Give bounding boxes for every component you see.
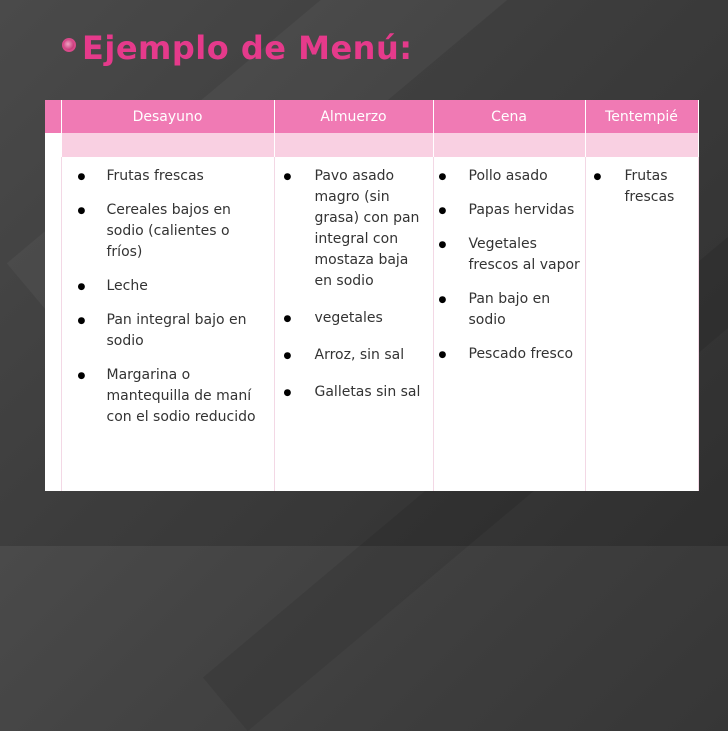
subheader-cell bbox=[585, 133, 698, 157]
list-item: ● Pollo asado bbox=[434, 166, 585, 187]
list-item: ● Pan bajo en sodio bbox=[434, 289, 585, 331]
header-tentempie: Tentempié bbox=[585, 100, 698, 133]
cell-cena bbox=[433, 157, 585, 491]
almuerzo-list bbox=[275, 166, 433, 403]
slide-title: Ejemplo de Menú: bbox=[82, 29, 413, 67]
header-almuerzo: Almuerzo bbox=[274, 100, 433, 133]
list-item: ● Margarina o mantequilla de maní con el sodio reducido bbox=[62, 365, 274, 428]
list-item: ● Frutas frescas bbox=[586, 166, 698, 208]
list-item: ● Cereales bajos en sodio (calientes o fríos) bbox=[62, 200, 274, 263]
row-marker-cell bbox=[45, 133, 61, 157]
tentempie-list bbox=[586, 166, 698, 208]
row-marker-cell bbox=[45, 157, 61, 491]
list-item: ● Pescado fresco bbox=[434, 344, 585, 365]
table-body-row bbox=[45, 157, 698, 491]
table-subheader-row bbox=[45, 133, 698, 157]
list-item: ● Arroz, sin sal bbox=[275, 345, 433, 366]
title-bullet-icon bbox=[62, 38, 76, 52]
subheader-cell bbox=[61, 133, 274, 157]
list-item: ● Frutas frescas bbox=[62, 166, 274, 187]
list-item: ● Pavo asado magro (sin grasa) con pan integral con mostaza baja en sodio bbox=[275, 166, 433, 292]
list-item: ● Galletas sin sal bbox=[275, 382, 433, 403]
list-item: ● Leche bbox=[62, 276, 274, 297]
cena-list bbox=[434, 166, 585, 365]
desayuno-list bbox=[62, 166, 274, 428]
subheader-cell bbox=[433, 133, 585, 157]
list-item: ● vegetales bbox=[275, 308, 433, 329]
list-item: ● Vegetales frescos al vapor bbox=[434, 234, 585, 276]
header-cena: Cena bbox=[433, 100, 585, 133]
header-desayuno: Desayuno bbox=[61, 100, 274, 133]
table-header-row bbox=[45, 100, 698, 133]
list-item: ● Pan integral bajo en sodio bbox=[62, 310, 274, 352]
cell-almuerzo bbox=[274, 157, 433, 491]
subheader-cell bbox=[274, 133, 433, 157]
list-item: ● Papas hervidas bbox=[434, 200, 585, 221]
cell-desayuno bbox=[61, 157, 274, 491]
cell-tentempie bbox=[585, 157, 698, 491]
menu-table bbox=[45, 100, 699, 491]
row-marker-cell bbox=[45, 100, 61, 133]
